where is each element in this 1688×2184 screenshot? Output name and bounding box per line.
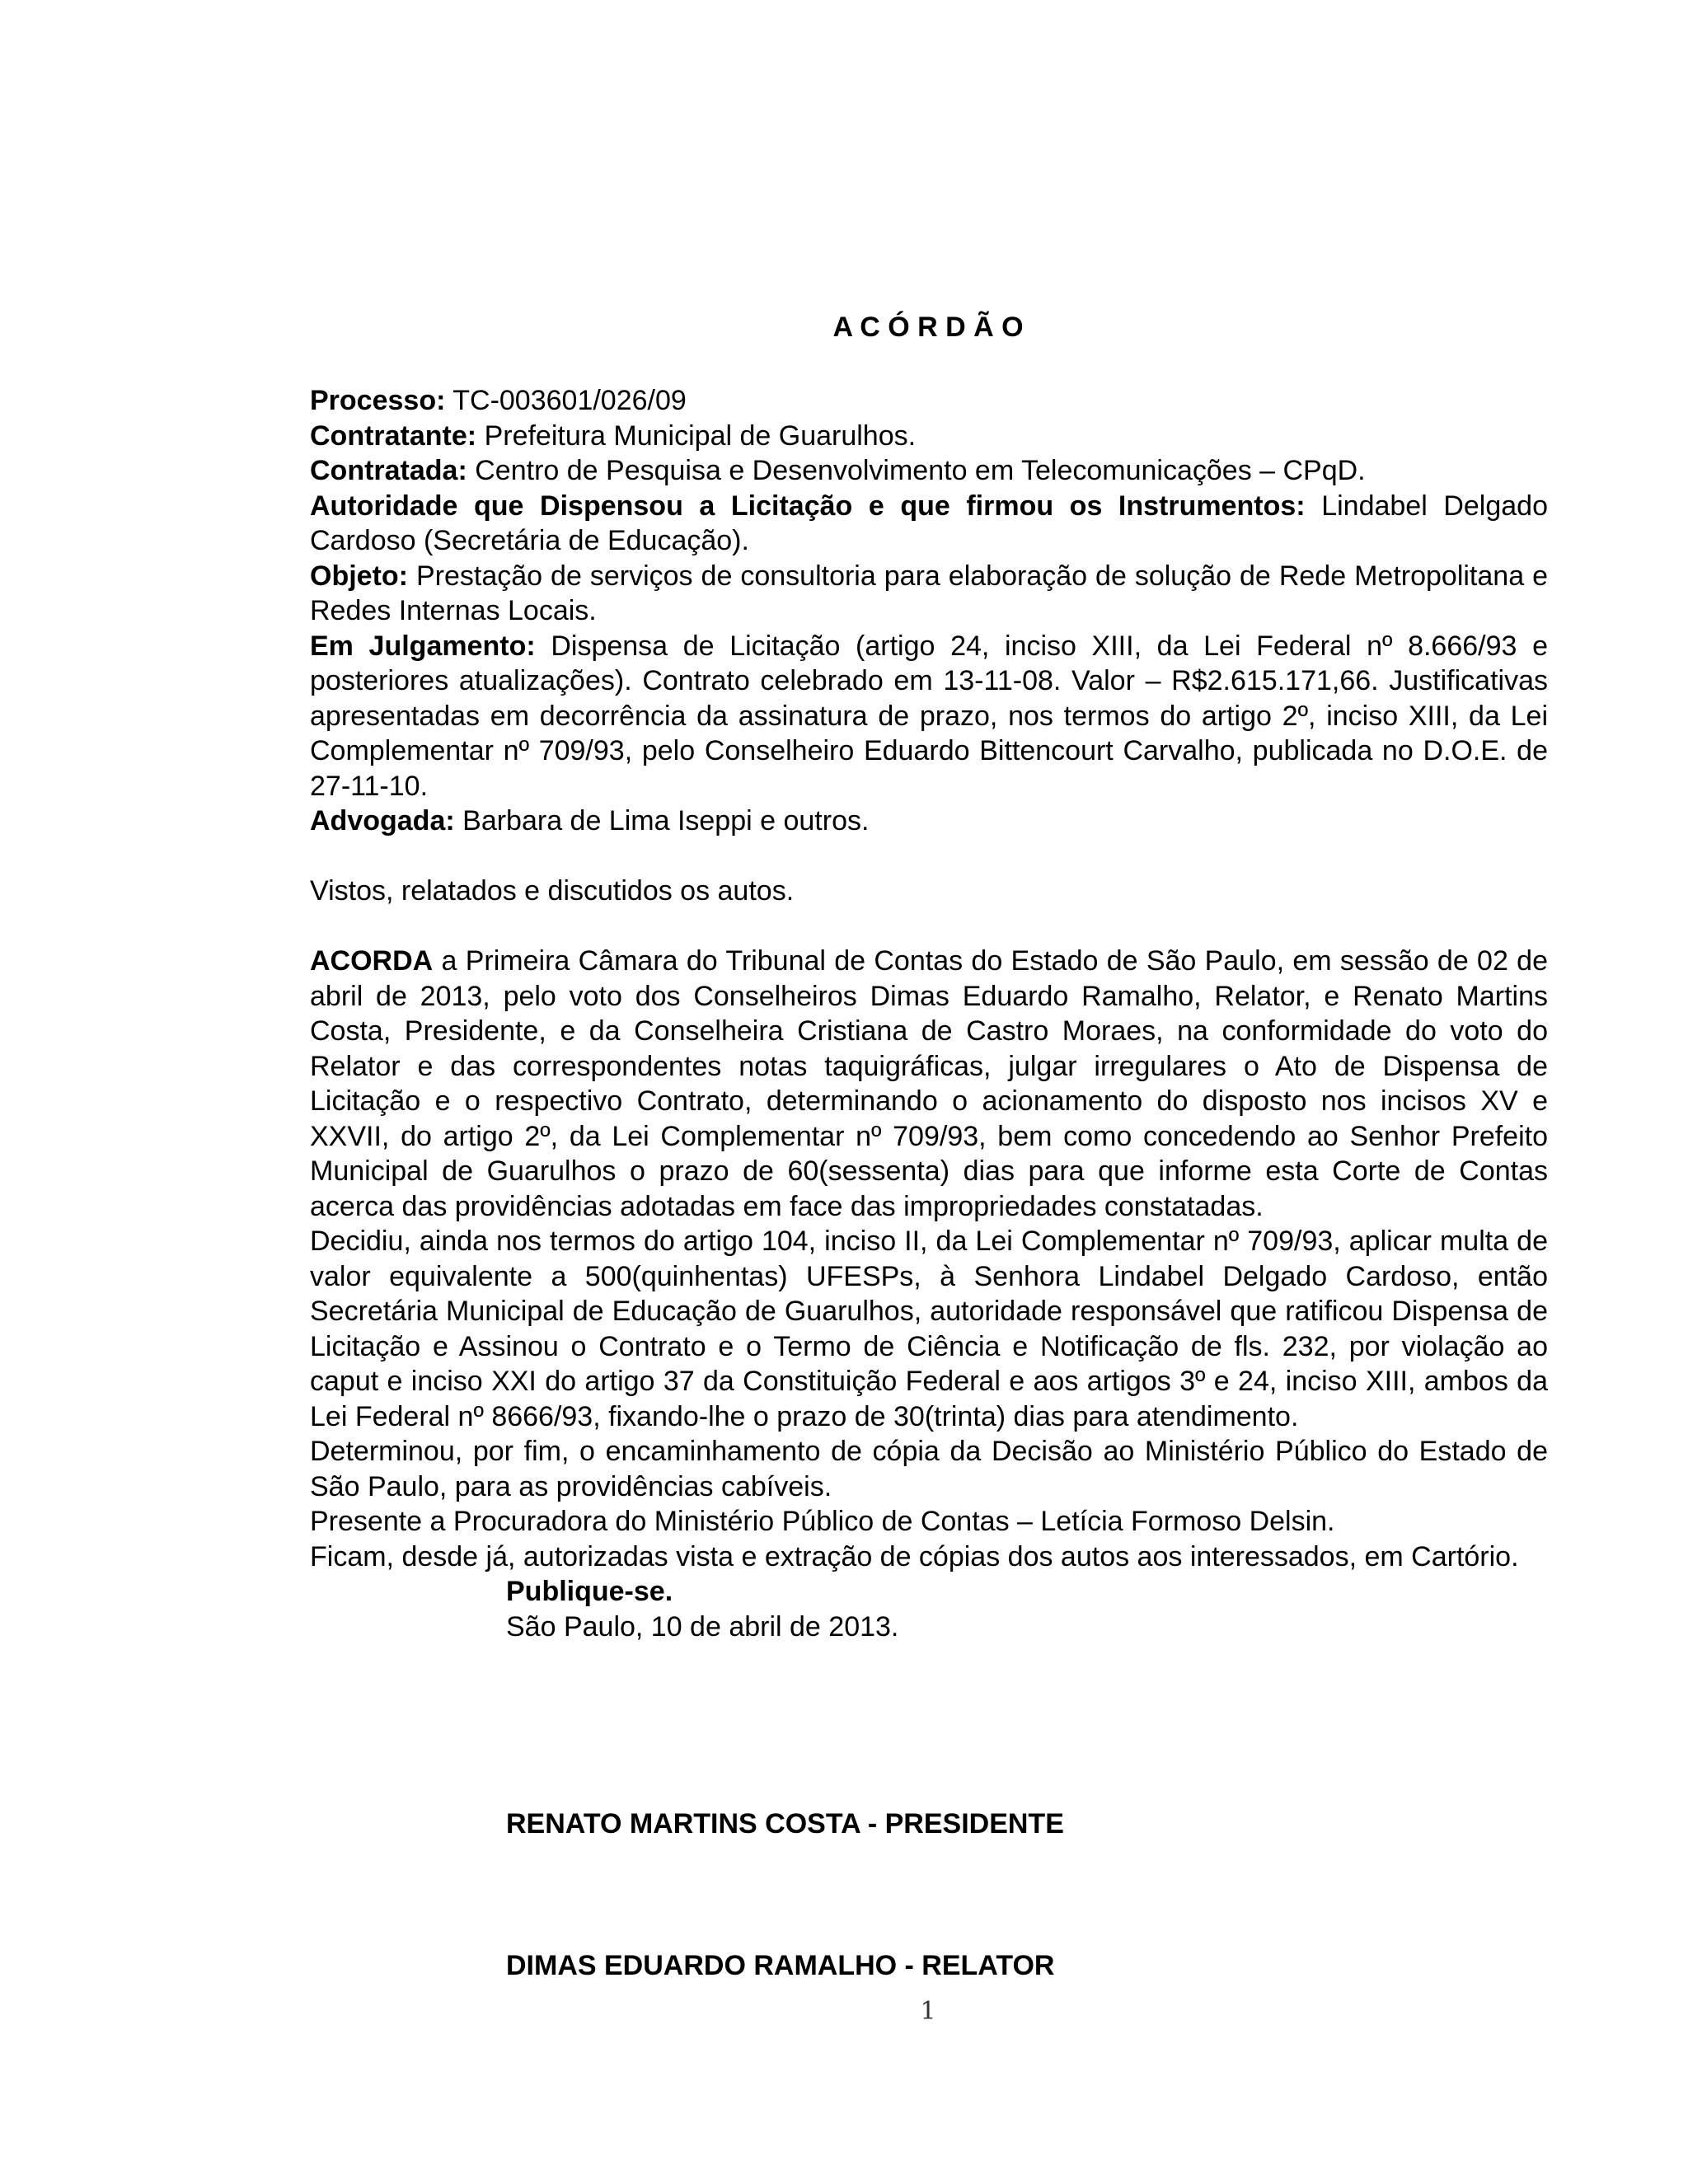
local-data: São Paulo, 10 de abril de 2013. xyxy=(506,1610,899,1643)
objeto-label: Objeto: xyxy=(310,560,408,592)
contratada-label: Contratada: xyxy=(310,455,467,486)
contratante-value: Prefeitura Municipal de Guarulhos. xyxy=(484,419,917,452)
contratada-line xyxy=(310,453,1548,489)
autoridade-label: Autoridade que Dispensou a Licitação e que firmou os Instrumentos: xyxy=(310,490,1306,522)
acorda-label: ACORDA xyxy=(310,945,434,977)
processo-value: TC-003601/026/09 xyxy=(452,385,687,416)
autoridade-value: Lindabel Delgado Cardoso (Secretária de Educação). xyxy=(310,490,1548,556)
processo-label: Processo: xyxy=(310,385,446,416)
contratante-label: Contratante: xyxy=(310,419,477,452)
julgamento-value: Dispensa de Licitação (artigo 24, inciso XIII, da Lei Federal nº 8.666/93 e posteriores atualizações). Contrato celebrado em 13-11-08. Valor – R$2.615.171,66. Justificativas apresentadas em decorrência da assinatura de prazo, nos termos do artigo 2º, inciso XIII, da Lei Complementar nº 709/93, pelo Conselheiro Eduardo Bittencourt Carvalho, publicada no D.O.E. de 27-11-10. xyxy=(310,630,1548,802)
page-number: 1 xyxy=(920,1997,936,2026)
acorda-paragraph xyxy=(310,944,1548,1224)
document-title: A C Ó R D Ã O xyxy=(832,312,1024,343)
julgamento-label: Em Julgamento: xyxy=(310,630,536,662)
objeto-value: Prestação de serviços de consultoria para elaboração de solução de Rede Metropolitana e Redes Internas Locais. xyxy=(310,560,1548,626)
advogada-label: Advogada: xyxy=(310,805,455,837)
contratada-value: Centro de Pesquisa e Desenvolvimento em Telecomunicações – CPqD. xyxy=(475,455,1366,486)
document-body xyxy=(310,383,1548,1644)
contratante-line xyxy=(310,419,1548,454)
determinou-paragraph: Determinou, por fim, o encaminhamento de cópia da Decisão ao Ministério Público do Estado de São Paulo, para as providências cabíveis. xyxy=(310,1436,1548,1502)
presente-paragraph: Presente a Procuradora do Ministério Público de Contas – Letícia Formoso Delsin. xyxy=(310,1506,1335,1537)
acorda-text: a Primeira Câmara do Tribunal de Contas do Estado de São Paulo, em sessão de 02 de abril de 2013, pelo voto dos Conselheiros Dimas Eduardo Ramalho, Relator, e Renato Martins Costa, Presidente, e da Conselheira Cristiana de Castro Moraes, na conformidade do voto do Relator e das correspondentes notas taquigráficas, julgar irregulares o Ato de Dispensa de Licitação e o respectivo Contrato, determinando o acionamento do disposto nos incisos XV e XXVII, do artigo 2º, da Lei Complementar nº 709/93, bem como concedendo ao Senhor Prefeito Municipal de Guarulhos o prazo de 60(sessenta) dias para que informe esta Corte de Contas acerca das providências adotadas em face das impropriedades constatadas. xyxy=(310,945,1548,1222)
julgamento-line xyxy=(310,629,1548,804)
publique-se: Publique-se. xyxy=(506,1576,673,1607)
signature-presidente: RENATO MARTINS COSTA - PRESIDENTE xyxy=(506,1808,1064,1840)
decidiu-paragraph: Decidiu, ainda nos termos do artigo 104, inciso II, da Lei Complementar nº 709/93, aplicar multa de valor equivalente a 500(quinhentas) UFESPs, à Senhora Lindabel Delgado Cardoso, então Secretária Municipal de Educação de Guarulhos, autoridade responsável que ratificou Dispensa de Licitação e Assinou o Contrato e o Termo de Ciência e Notificação de fls. 232, por violação ao caput e inciso XXI do artigo 37 da Constituição Federal e aos artigos 3º e 24, inciso XIII, ambos da Lei Federal nº 8666/93, fixando-lhe o prazo de 30(trinta) dias para atendimento. xyxy=(310,1226,1548,1432)
vistos-paragraph: Vistos, relatados e discutidos os autos. xyxy=(310,875,795,907)
advogada-line xyxy=(310,804,1548,839)
objeto-line xyxy=(310,559,1548,629)
processo-line xyxy=(310,383,1548,419)
advogada-value: Barbara de Lima Iseppi e outros. xyxy=(462,805,870,837)
signature-relator: DIMAS EDUARDO RAMALHO - RELATOR xyxy=(506,1950,1055,1981)
ficam-paragraph: Ficam, desde já, autorizadas vista e extração de cópias dos autos aos interessados, em Cartório. xyxy=(310,1540,1519,1572)
autoridade-line xyxy=(310,489,1548,559)
